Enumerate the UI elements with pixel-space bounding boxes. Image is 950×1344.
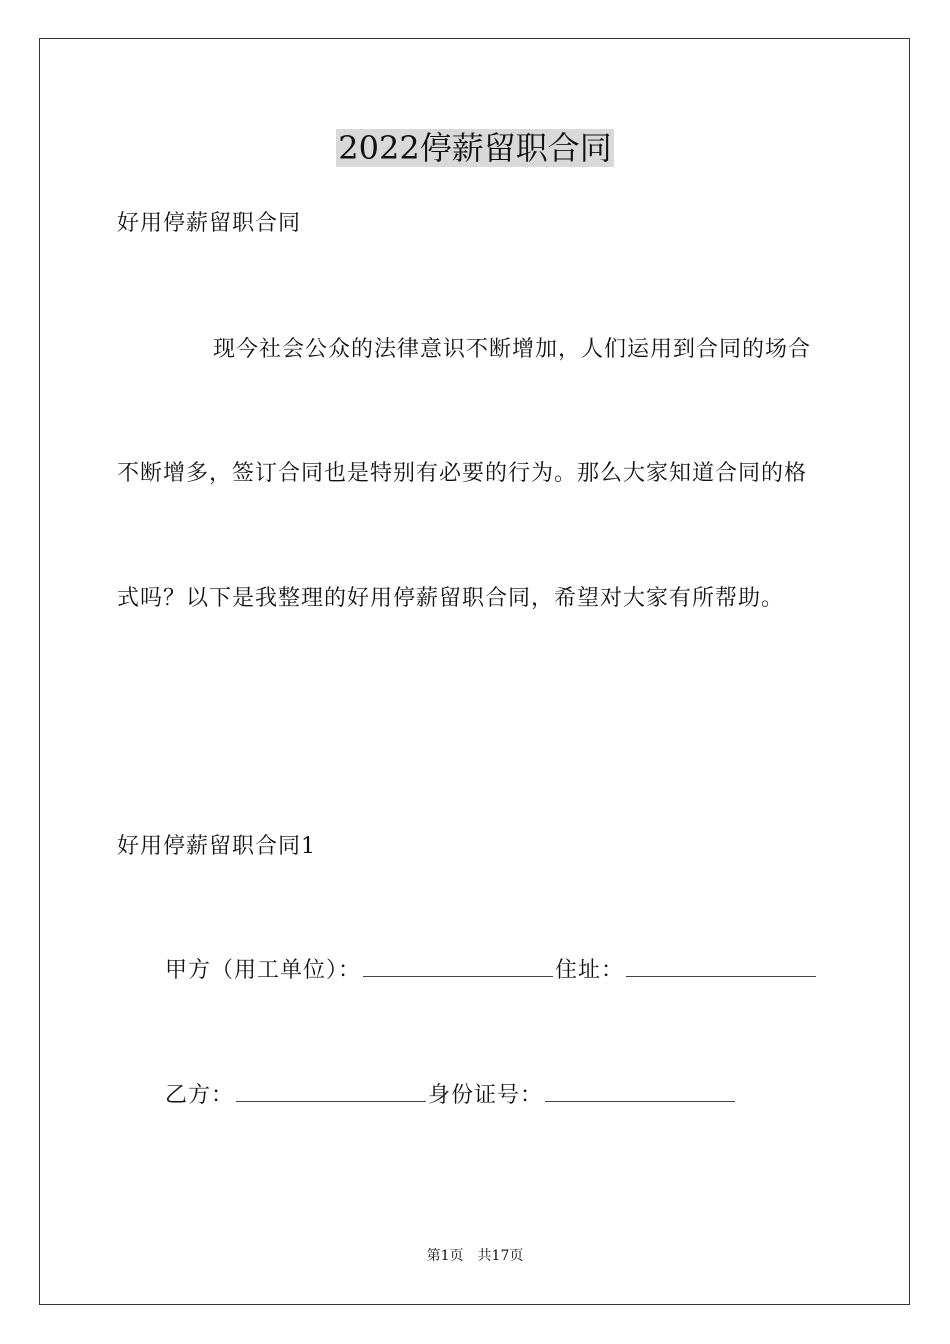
page-footer: [0, 1246, 950, 1266]
section-title: 好用停薪留职合同1: [117, 834, 316, 859]
party-b-label: 乙方：: [165, 1083, 235, 1108]
paragraph-line-3: 式吗？以下是我整理的好用停薪留职合同，希望对大家有所帮助。: [117, 586, 785, 611]
document-title-text: 2022停薪留职合同: [338, 129, 612, 167]
document-title: [0, 124, 950, 172]
paragraph-line-1: 现今社会公众的法律意识不断增加，人们运用到合同的场合: [213, 337, 812, 362]
party-a-name-blank: [363, 958, 553, 977]
footer-page-number: 第1页: [426, 1248, 464, 1264]
party-a-address-blank: [626, 958, 816, 977]
party-a-label: 甲方（用工单位）：: [165, 958, 362, 983]
document-subtitle: 好用停薪留职合同: [117, 211, 302, 236]
party-a-address-label: 住址：: [555, 958, 625, 983]
footer-total-pages: 共17页: [477, 1248, 524, 1264]
party-b-row: [165, 1081, 737, 1111]
party-b-id-label: 身份证号：: [428, 1083, 544, 1108]
party-b-id-blank: [545, 1083, 735, 1102]
party-b-name-blank: [236, 1083, 426, 1102]
paragraph-line-2: 不断增多，签订合同也是特别有必要的行为。那么大家知道合同的格: [117, 461, 808, 486]
party-a-row: [165, 956, 818, 986]
